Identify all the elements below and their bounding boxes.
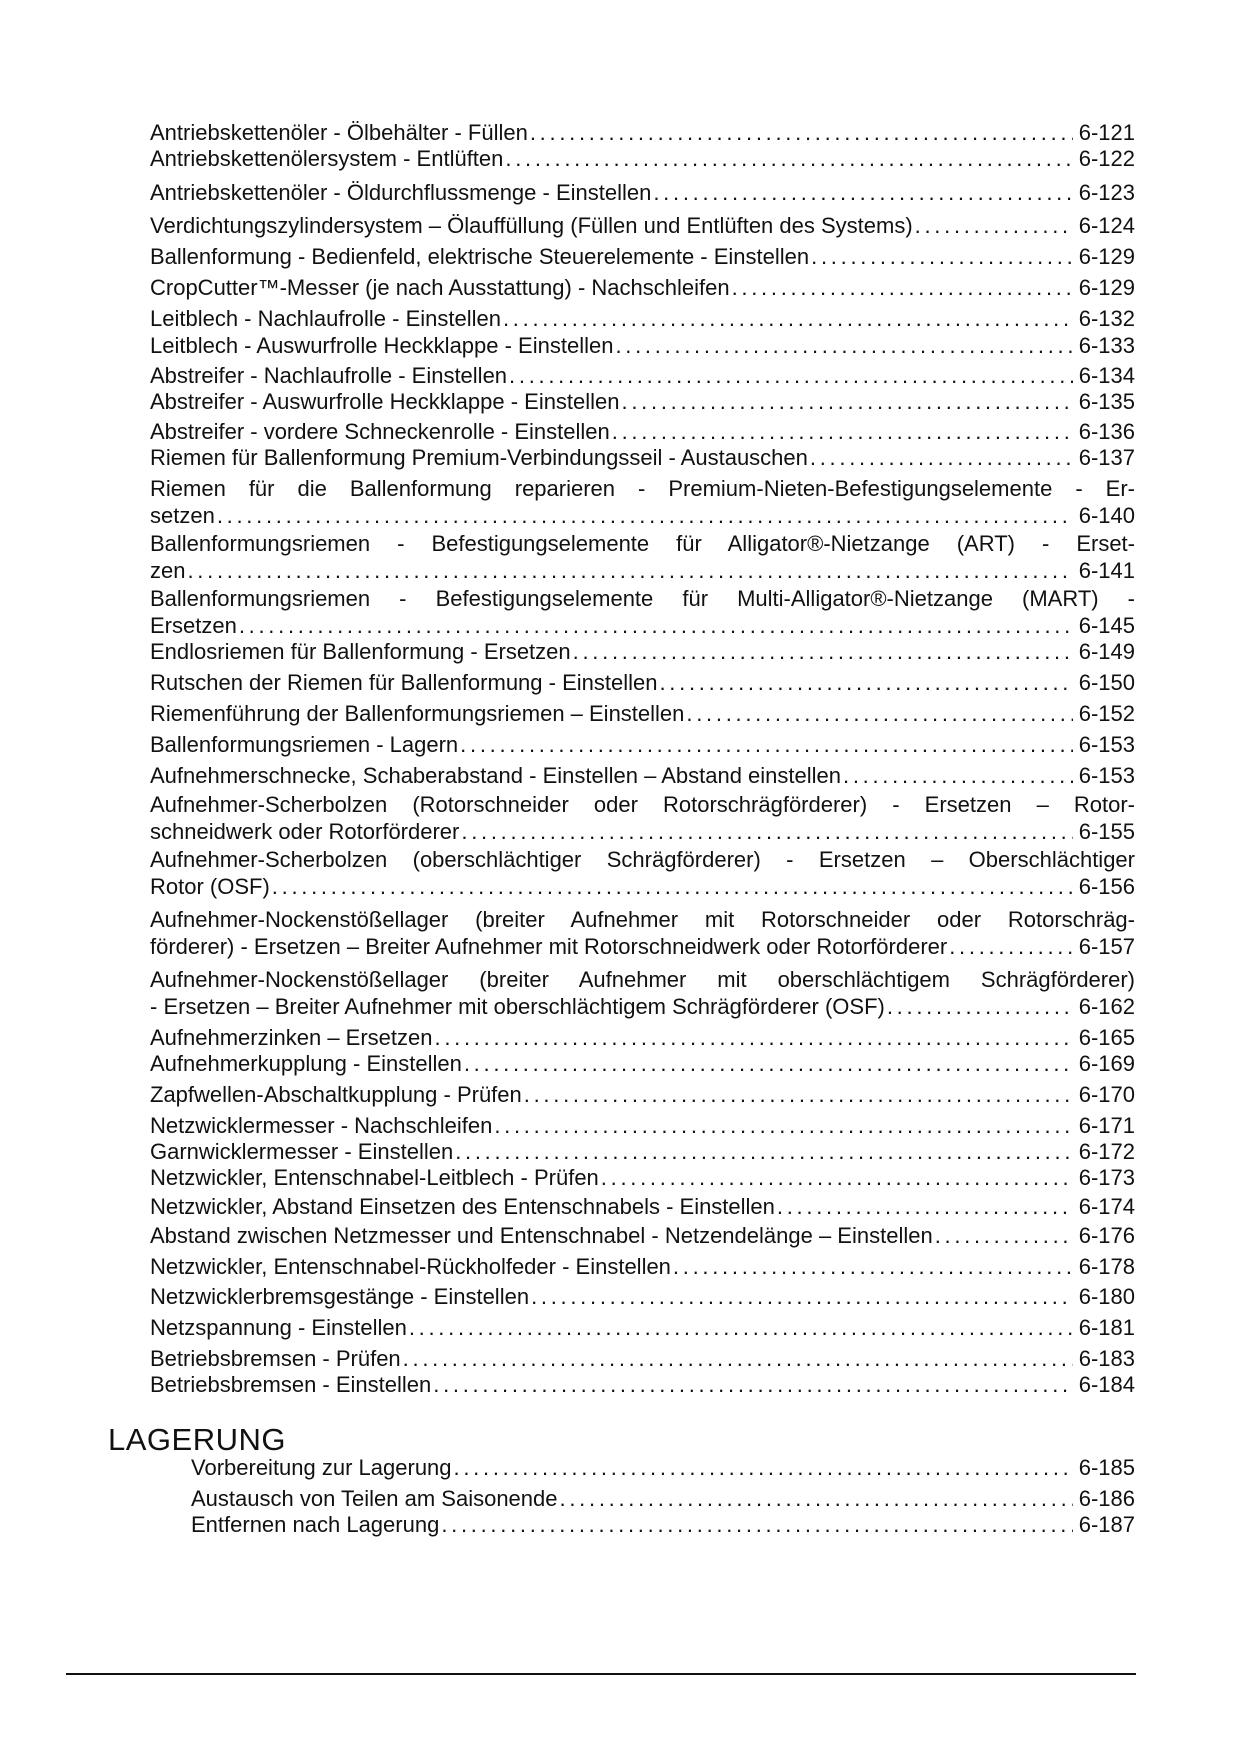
dot-leader — [461, 818, 1072, 845]
toc-entry[interactable] — [150, 1345, 1135, 1372]
dot-leader — [777, 1193, 1073, 1220]
entry-title: Ballenformung - Bedienfeld, elektrische Steuerelemente - Einstellen — [150, 244, 810, 269]
entry-title: Abstand zwischen Netzmesser und Entenschnabel - Netzendelänge – Einstellen — [150, 1223, 933, 1248]
page-number: 6-121 — [1078, 120, 1135, 145]
dot-leader — [673, 1253, 1073, 1280]
entry-title: förderer) - Ersetzen – Breiter Aufnehmer mit Rotorschneidwerk oder Rotorförderer — [150, 934, 948, 959]
page-number: 6-137 — [1078, 445, 1135, 470]
entry-title: Riemen für Ballenformung Premium-Verbindungsseil - Austauschen — [150, 445, 808, 470]
page-number: 6-141 — [1078, 558, 1135, 583]
toc-entry[interactable] — [150, 274, 1135, 301]
dot-leader — [460, 731, 1073, 758]
entry-title: Netzwickler, Abstand Einsetzen des Entenschnabels - Einstellen — [150, 1194, 775, 1219]
toc-entry[interactable] — [150, 1138, 1135, 1165]
entry-title: Betriebsbremsen - Prüfen — [150, 1346, 401, 1371]
dot-leader — [409, 1314, 1073, 1341]
page-number: 6-133 — [1078, 333, 1135, 358]
dot-leader — [810, 444, 1073, 471]
entry-title-line1: Ballenformungsriemen - Befestigungselemente für Alligator®-Nietzange (ART) - Erset- — [150, 531, 1135, 556]
dot-leader — [732, 274, 1073, 301]
page-number: 6-171 — [1078, 1113, 1135, 1138]
dot-leader — [686, 700, 1072, 727]
entry-title: Verdichtungszylindersystem – Ölauffüllung (Füllen und Entlüften des Systems) — [150, 213, 913, 238]
toc-entry[interactable] — [150, 906, 1135, 960]
toc-entry[interactable] — [150, 1081, 1135, 1108]
section-heading: LAGERUNG — [108, 1422, 286, 1457]
footer-rule — [66, 1673, 1136, 1675]
dot-leader — [509, 362, 1073, 389]
dot-leader — [187, 557, 1072, 584]
dot-leader — [915, 212, 1073, 239]
toc-entry[interactable] — [150, 530, 1135, 584]
toc-entry[interactable] — [150, 1253, 1135, 1280]
entry-title: Vorbereitung zur Lagerung — [191, 1455, 452, 1480]
page-number: 6-134 — [1078, 363, 1135, 388]
entry-title: Abstreifer - Nachlaufrolle - Einstellen — [150, 363, 508, 388]
page-number: 6-174 — [1078, 1194, 1135, 1219]
dot-leader — [615, 332, 1072, 359]
toc-entry[interactable] — [150, 966, 1135, 1020]
page-number: 6-149 — [1078, 639, 1135, 664]
toc-entry[interactable] — [150, 1193, 1135, 1220]
toc-entry[interactable] — [150, 585, 1135, 639]
page-number: 6-129 — [1078, 244, 1135, 269]
dot-leader — [811, 243, 1073, 270]
entry-title: setzen — [150, 503, 215, 528]
toc-entry[interactable] — [150, 791, 1135, 845]
toc-entry[interactable] — [150, 388, 1135, 415]
page-number: 6-183 — [1078, 1346, 1135, 1371]
dot-leader — [217, 502, 1073, 529]
toc-entry[interactable] — [150, 1283, 1135, 1310]
page-number: 6-176 — [1078, 1223, 1135, 1248]
entry-title: Antriebskettenöler - Öldurchflussmenge - Einstellen — [150, 180, 652, 205]
page-number: 6-153 — [1078, 763, 1135, 788]
toc-entry[interactable] — [150, 700, 1135, 727]
toc-entry[interactable] — [150, 669, 1135, 696]
entry-title: Ballenformungsriemen - Lagern — [150, 732, 459, 757]
entry-title: Antriebskettenölersystem - Entlüften — [150, 146, 504, 171]
dot-leader — [531, 1283, 1073, 1310]
entry-title: Netzspannung - Einstellen — [150, 1315, 407, 1340]
toc-entry[interactable] — [150, 418, 1135, 445]
page-number: 6-129 — [1078, 275, 1135, 300]
page-number: 6-124 — [1078, 213, 1135, 238]
page-number: 6-122 — [1078, 146, 1135, 171]
dot-leader — [494, 1112, 1072, 1139]
dot-leader — [949, 933, 1073, 960]
page-number: 6-152 — [1078, 701, 1135, 726]
entry-title: Netzwicklermesser - Nachschleifen — [150, 1113, 493, 1138]
entry-title: Netzwickler, Entenschnabel-Rückholfeder - Einstellen — [150, 1254, 671, 1279]
page-number: 6-145 — [1078, 613, 1135, 638]
entry-title: Antriebskettenöler - Ölbehälter - Füllen — [150, 120, 528, 145]
entry-title: Abstreifer - Auswurfrolle Heckklappe - Einstellen — [150, 389, 620, 414]
page-number: 6-186 — [1078, 1486, 1135, 1511]
dot-leader — [403, 1345, 1073, 1372]
entry-title: Entfernen nach Lagerung — [191, 1512, 440, 1537]
dot-leader — [524, 1081, 1073, 1108]
dot-leader — [653, 179, 1072, 206]
toc-entry[interactable] — [150, 332, 1135, 359]
page-number: 6-155 — [1078, 819, 1135, 844]
toc-entry[interactable] — [150, 1371, 1135, 1398]
entry-title: Zapfwellen-Abschaltkupplung - Prüfen — [150, 1082, 522, 1107]
page-number: 6-135 — [1078, 389, 1135, 414]
dot-leader — [272, 873, 1073, 900]
dot-leader — [433, 1371, 1072, 1398]
page-number: 6-184 — [1078, 1372, 1135, 1397]
toc-entry[interactable] — [150, 145, 1135, 172]
entry-title: - Ersetzen – Breiter Aufnehmer mit oberschlächtigem Schrägförderer (OSF) — [150, 994, 885, 1019]
toc-entry[interactable] — [191, 1511, 1135, 1538]
toc-entry[interactable] — [150, 119, 1135, 146]
entry-title: Austausch von Teilen am Saisonende — [191, 1486, 558, 1511]
toc-entry[interactable] — [150, 179, 1135, 206]
dot-leader — [843, 762, 1073, 789]
toc-entry[interactable] — [150, 1222, 1135, 1249]
entry-title-line1: Riemen für die Ballenformung reparieren - Premium-Nieten-Befestigungselemente - Er- — [150, 476, 1135, 501]
toc-entry[interactable] — [150, 1314, 1135, 1341]
entry-title: Aufnehmerkupplung - Einstellen — [150, 1051, 462, 1076]
page-number: 6-150 — [1078, 670, 1135, 695]
page-number: 6-162 — [1078, 994, 1135, 1019]
dot-leader — [887, 993, 1073, 1020]
entry-title: Leitblech - Auswurfrolle Heckklappe - Einstellen — [150, 333, 614, 358]
dot-leader — [612, 418, 1073, 445]
entry-title: Aufnehmerzinken – Ersetzen — [150, 1025, 433, 1050]
page-number: 6-181 — [1078, 1315, 1135, 1340]
toc-entry[interactable] — [150, 444, 1135, 471]
page-number: 6-132 — [1078, 306, 1135, 331]
page-number: 6-187 — [1078, 1512, 1135, 1537]
dot-leader — [530, 119, 1073, 146]
entry-title-line1: Aufnehmer-Scherbolzen (oberschlächtiger Schrägförderer) - Ersetzen – Oberschlächtiger — [150, 847, 1135, 872]
page-number: 6-178 — [1078, 1254, 1135, 1279]
dot-leader — [560, 1485, 1073, 1512]
page-number: 6-140 — [1078, 503, 1135, 528]
dot-leader — [503, 305, 1073, 332]
dot-leader — [601, 1164, 1073, 1191]
toc-entry[interactable] — [150, 762, 1135, 789]
dot-leader — [239, 612, 1073, 639]
entry-title: schneidwerk oder Rotorförderer — [150, 819, 460, 844]
toc-entry[interactable] — [150, 846, 1135, 900]
dot-leader — [454, 1454, 1073, 1481]
entry-title-line1: Ballenformungsriemen - Befestigungselemente für Multi-Alligator®-Nietzange (MART) - — [150, 586, 1135, 611]
dot-leader — [505, 145, 1072, 172]
dot-leader — [441, 1511, 1072, 1538]
entry-title: Rutschen der Riemen für Ballenformung - Einstellen — [150, 670, 658, 695]
toc-entry[interactable] — [191, 1485, 1135, 1512]
page-number: 6-173 — [1078, 1165, 1135, 1190]
page-number: 6-172 — [1078, 1139, 1135, 1164]
dot-leader — [659, 669, 1072, 696]
entry-title: Rotor (OSF) — [150, 874, 270, 899]
toc-entry[interactable] — [150, 1050, 1135, 1077]
entry-title: Netzwicklerbremsgestänge - Einstellen — [150, 1284, 530, 1309]
page-number: 6-156 — [1078, 874, 1135, 899]
page-number: 6-185 — [1078, 1455, 1135, 1480]
dot-leader — [464, 1050, 1073, 1077]
entry-title: Abstreifer - vordere Schneckenrolle - Einstellen — [150, 419, 610, 444]
toc-entry[interactable] — [150, 243, 1135, 270]
toc-entry[interactable] — [150, 305, 1135, 332]
dot-leader — [622, 388, 1073, 415]
entry-title: CropCutter™-Messer (je nach Ausstattung) - Nachschleifen — [150, 275, 730, 300]
page-number: 6-165 — [1078, 1025, 1135, 1050]
dot-leader — [573, 638, 1073, 665]
entry-title: Endlosriemen für Ballenformung - Ersetzen — [150, 639, 571, 664]
entry-title: Riemenführung der Ballenformungsriemen – Einstellen — [150, 701, 685, 726]
page-number: 6-123 — [1078, 180, 1135, 205]
entry-title: Ersetzen — [150, 613, 237, 638]
page-number: 6-170 — [1078, 1082, 1135, 1107]
entry-title: Garnwicklermesser - Einstellen — [150, 1139, 454, 1164]
page-number: 6-136 — [1078, 419, 1135, 444]
entry-title: Aufnehmerschnecke, Schaberabstand - Einstellen – Abstand einstellen — [150, 763, 841, 788]
toc-entry[interactable] — [150, 1164, 1135, 1191]
toc-entry[interactable] — [150, 362, 1135, 389]
toc-entry[interactable] — [191, 1454, 1135, 1481]
toc-entry[interactable] — [150, 731, 1135, 758]
dot-leader — [455, 1138, 1073, 1165]
dot-leader — [435, 1024, 1073, 1051]
entry-title: Leitblech - Nachlaufrolle - Einstellen — [150, 306, 501, 331]
toc-entry[interactable] — [150, 475, 1135, 529]
toc-entry[interactable] — [150, 212, 1135, 239]
entry-title-line1: Aufnehmer-Nockenstößellager (breiter Aufnehmer mit Rotorschneider oder Rotorschräg- — [150, 907, 1135, 932]
entry-title: Netzwickler, Entenschnabel-Leitblech - Prüfen — [150, 1165, 599, 1190]
toc-entry[interactable] — [150, 1024, 1135, 1051]
toc-entry[interactable] — [150, 638, 1135, 665]
entry-title: Betriebsbremsen - Einstellen — [150, 1372, 432, 1397]
page-number: 6-180 — [1078, 1284, 1135, 1309]
toc-entry[interactable] — [150, 1112, 1135, 1139]
entry-title-line1: Aufnehmer-Nockenstößellager (breiter Aufnehmer mit oberschlächtigem Schrägförderer) — [150, 967, 1135, 992]
entry-title: zen — [150, 558, 186, 583]
page-number: 6-153 — [1078, 732, 1135, 757]
page-number: 6-157 — [1078, 934, 1135, 959]
dot-leader — [935, 1222, 1073, 1249]
entry-title-line1: Aufnehmer-Scherbolzen (Rotorschneider oder Rotorschrägförderer) - Ersetzen – Rotor- — [150, 792, 1135, 817]
page-number: 6-169 — [1078, 1051, 1135, 1076]
